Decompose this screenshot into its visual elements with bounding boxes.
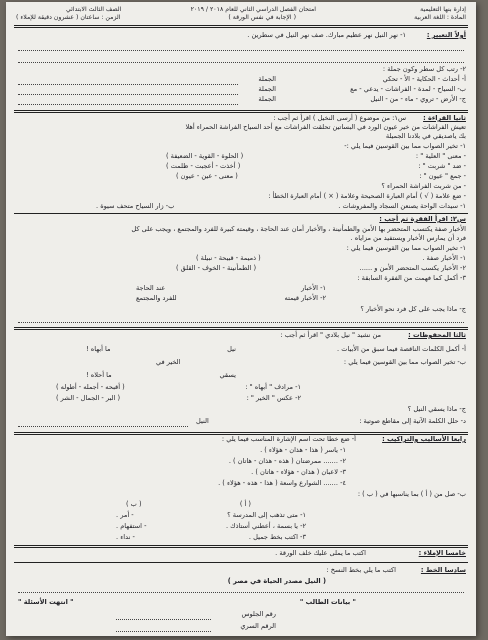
choice-options: ( ذميمة - قبيحة - نبيلة ) <box>196 254 261 262</box>
section-title-dictation: خامسا الإملاء : <box>418 549 466 557</box>
section-title-reading: ثانيا القراءة : <box>423 114 466 122</box>
section-title-handwriting: سادسا الخط : <box>420 566 466 574</box>
choose-row: ٢- الأخبار يكسب المتحضر الأمن و ...... <box>359 264 466 272</box>
header-time: الزمن : ساعتان ( عشرون دقيقة للإملاء ) <box>16 14 121 21</box>
arrange-row: ب- السياح - لمدة - الفراشات - يدعي - مع <box>350 85 466 93</box>
mark-item: ب- زار السياح متحف سيوة . <box>96 202 175 210</box>
section-title-memorization: ثالثا المحفوظات : <box>408 331 466 339</box>
match-item-b: - أمر . <box>116 511 134 519</box>
option-label: ٢- عكس " الخير " : <box>246 394 301 402</box>
fill-blank: عند الحاجة <box>136 284 166 292</box>
secret-number-field[interactable] <box>116 631 211 632</box>
choice-options: ( أقبحه - أجمله - أطوله ) <box>56 383 125 391</box>
sentence-label: الجملة <box>258 95 276 103</box>
syllable-word: النيل <box>196 417 209 425</box>
answer-line <box>18 84 238 85</box>
memorization-question: د- حلل الكلمة الآتية إلى مقاطع صوتية : <box>359 417 466 425</box>
dictation-text: اكتب ما يملى عليك خلف الورقة . <box>275 549 366 557</box>
styles-row: ٣- لاعبان ( هذان - هؤلاء - هاتان ) . <box>251 468 346 476</box>
memorization-question: أ- أكمل الكلمات الناقصة فيما سبق من الأبيات . <box>337 345 466 353</box>
choose-row: ٣- أكمل كما فهمت من الفقرة السابقة : <box>357 274 466 282</box>
match-item-a: ٢- يا بسمة ، أعطني أستاذك . <box>225 522 306 530</box>
verse-word: ما أبهاه ! <box>86 345 111 353</box>
reading-question: ١- تخير الصواب مما بين القوسين فيما يلي : <box>346 244 466 252</box>
choose-row: ١- الأخبار صفة . <box>422 254 466 262</box>
reading-question: - ضع علامة ( √ ) أمام العبارة الصحيحة وعلامة ( × ) أمام العبارة الخطأ : <box>268 192 466 200</box>
answer-line <box>18 322 464 323</box>
choose-row: ٢- الأخبار قيمته <box>284 294 326 302</box>
choose-row: ١- الأخبار <box>301 284 326 292</box>
memorization-question: ب- تخير الصواب مما بين القوسين فيما يلي : <box>343 358 466 366</box>
sentence-label: الجملة <box>258 75 276 83</box>
secret-number-label: الرقم السري <box>240 622 276 630</box>
fill-blank: للفرد والمجتمع <box>136 294 177 302</box>
end-of-questions: " انتهت الأسئلة " <box>18 598 74 606</box>
reading-intro: س١: من موضوع ( أرسى النخيل ) اقرأ ثم أجب : <box>273 114 406 122</box>
reading-paragraph: تعيش الفراشات من خير عيون الورد في البساتين تحلقت الفراشات مع أحد السياح الفراشة الحمراء أهلا <box>185 123 466 131</box>
arrange-prompt: ٢- رتب كل سطر وكون جملة : <box>382 65 466 73</box>
handwriting-phrase: ( النيل مصدر الحياة في مصر ) <box>227 577 326 585</box>
section-divider <box>14 213 468 214</box>
verse-word: يسقي <box>219 371 236 379</box>
answer-line <box>18 62 464 63</box>
sentence-label: الجملة <box>258 85 276 93</box>
answer-line <box>18 426 188 427</box>
header-divider <box>14 25 468 28</box>
match-item-a: ٣- اكتب بخط جميل . <box>248 533 306 541</box>
arrange-row: ج- الأرض - تروي - ماء - من - النيل <box>370 95 466 103</box>
reading-paragraph: الأخبار صفة يكتسب المتحضر بها الأمن والطمأنينة ، والأخبار أمان عند الحاجة ، وقيمته كبيرة للفرد والمجتمع ، ويجب على كل <box>131 225 466 233</box>
handwriting-text: اكتب ما يلي بخط النسخ : <box>326 566 396 574</box>
reading-question: ١- تخير الصواب مما بين القوسين فيما يلي :- <box>344 142 466 150</box>
section-title-expression: أولاً التعبير : <box>426 31 466 39</box>
styles-row: ٢- ....... ممرضتان ( هذه - هذان - هاتان ) . <box>228 457 346 465</box>
arrange-row: أ- أحداث - الحكاية - الأ - تحكي <box>382 75 466 83</box>
exam-paper <box>6 2 476 636</box>
memorization-question: ج- ماذا يسقي النيل ؟ <box>407 405 466 413</box>
section-title-styles: رابعا الأساليب والتراكيب : <box>382 435 466 443</box>
reading-question: - من شربت الفراشة الحمراء ؟ <box>381 182 466 190</box>
verse-word: نيل <box>227 345 236 353</box>
reading-question: ج- ماذا يجب على كل فرد نحو الأخبار ؟ <box>360 305 466 313</box>
seat-number-field[interactable] <box>116 619 211 620</box>
styles-row: ٤- ....... الشوارع واسعة ( هذا - هذه - هؤلاء ) . <box>218 479 346 487</box>
header-grade: الصف الثالث الابتدائي <box>66 6 122 13</box>
mark-item: ١- سيدات الواحة يصنعن السجاد والمفروشات . <box>338 202 466 210</box>
expression-prompt: ١- نهر النيل نهر عظيم مبارك. صف نهر النيل في سطرين . <box>247 31 406 39</box>
reading-item: - ضد " شربت " : <box>418 162 466 170</box>
match-item-b: - نداء . <box>116 533 135 541</box>
header-subject: المادة : اللغة العربية <box>414 14 466 21</box>
column-b-label: ( ب ) <box>126 500 142 508</box>
choice-options: ( الحلوة - القوية - الضعيفة ) <box>166 152 244 160</box>
reading-item: - معنى " العلية " : <box>415 152 466 160</box>
section-divider <box>14 110 468 113</box>
reading-item: - جمع " عيون " : <box>419 172 466 180</box>
header-answer-note: ( الإجابة في نفس الورقة ) <box>228 14 296 21</box>
styles-row: ١- ياسر ( هذا - هذان - هؤلاء ) . <box>260 446 346 454</box>
option-label: ١- مرادف " أبهاه " : <box>245 383 301 391</box>
answer-line <box>18 592 464 593</box>
verse-word: الخير في <box>156 358 181 366</box>
seat-number-label: رقم الجلوس <box>241 610 276 618</box>
reading-paragraph: فرد أن يمارس الأخبار ويستفيد من مزاياه . <box>350 234 466 242</box>
choice-options: ( معنى - عين - عيون ) <box>176 172 238 180</box>
verse-word: ما أحلاه ! <box>86 371 112 379</box>
answer-line <box>18 94 238 95</box>
match-item-b: - استفهام . <box>116 522 147 530</box>
column-a-label: ( أ ) <box>239 500 251 508</box>
reading-paragraph: بك ياصديقي في بلادنا الجميلة <box>385 132 466 140</box>
section-divider <box>14 545 468 548</box>
memorization-intro: من نشيد " نيل بلادي " اقرأ ثم أجب : <box>280 331 381 339</box>
student-data-label: " بيانات الطالب " <box>299 598 356 606</box>
header-exam-title: امتحان الفصل الدراسي الثاني للعام ٢٠١٨ / ٢٠١٩ <box>190 6 316 13</box>
choice-options: ( البر - الجمال - الشر ) <box>56 394 121 402</box>
choice-options: ( الطمأنينة - الخوف - القلق ) <box>176 264 257 272</box>
styles-intro: أ- ضع خطا تحت اسم الإشارة المناسب فيما يلي : <box>221 435 356 443</box>
choice-options: ( أخذت - أعجبت - ظلمت ) <box>166 162 241 170</box>
answer-line <box>18 104 238 105</box>
section-divider <box>14 327 468 330</box>
header-school: إدارة بنها التعليمية <box>420 6 466 13</box>
answer-line <box>18 50 464 51</box>
section-divider <box>14 562 468 563</box>
reading-question: س٢: اقرأ الفقرة ثم أجب : <box>379 215 466 223</box>
match-item-a: ١- متى تذهب إلى المدرسة ؟ <box>227 511 306 519</box>
match-question: ب- صل من ( أ ) بما يناسبها في ( ب ) : <box>357 490 466 498</box>
